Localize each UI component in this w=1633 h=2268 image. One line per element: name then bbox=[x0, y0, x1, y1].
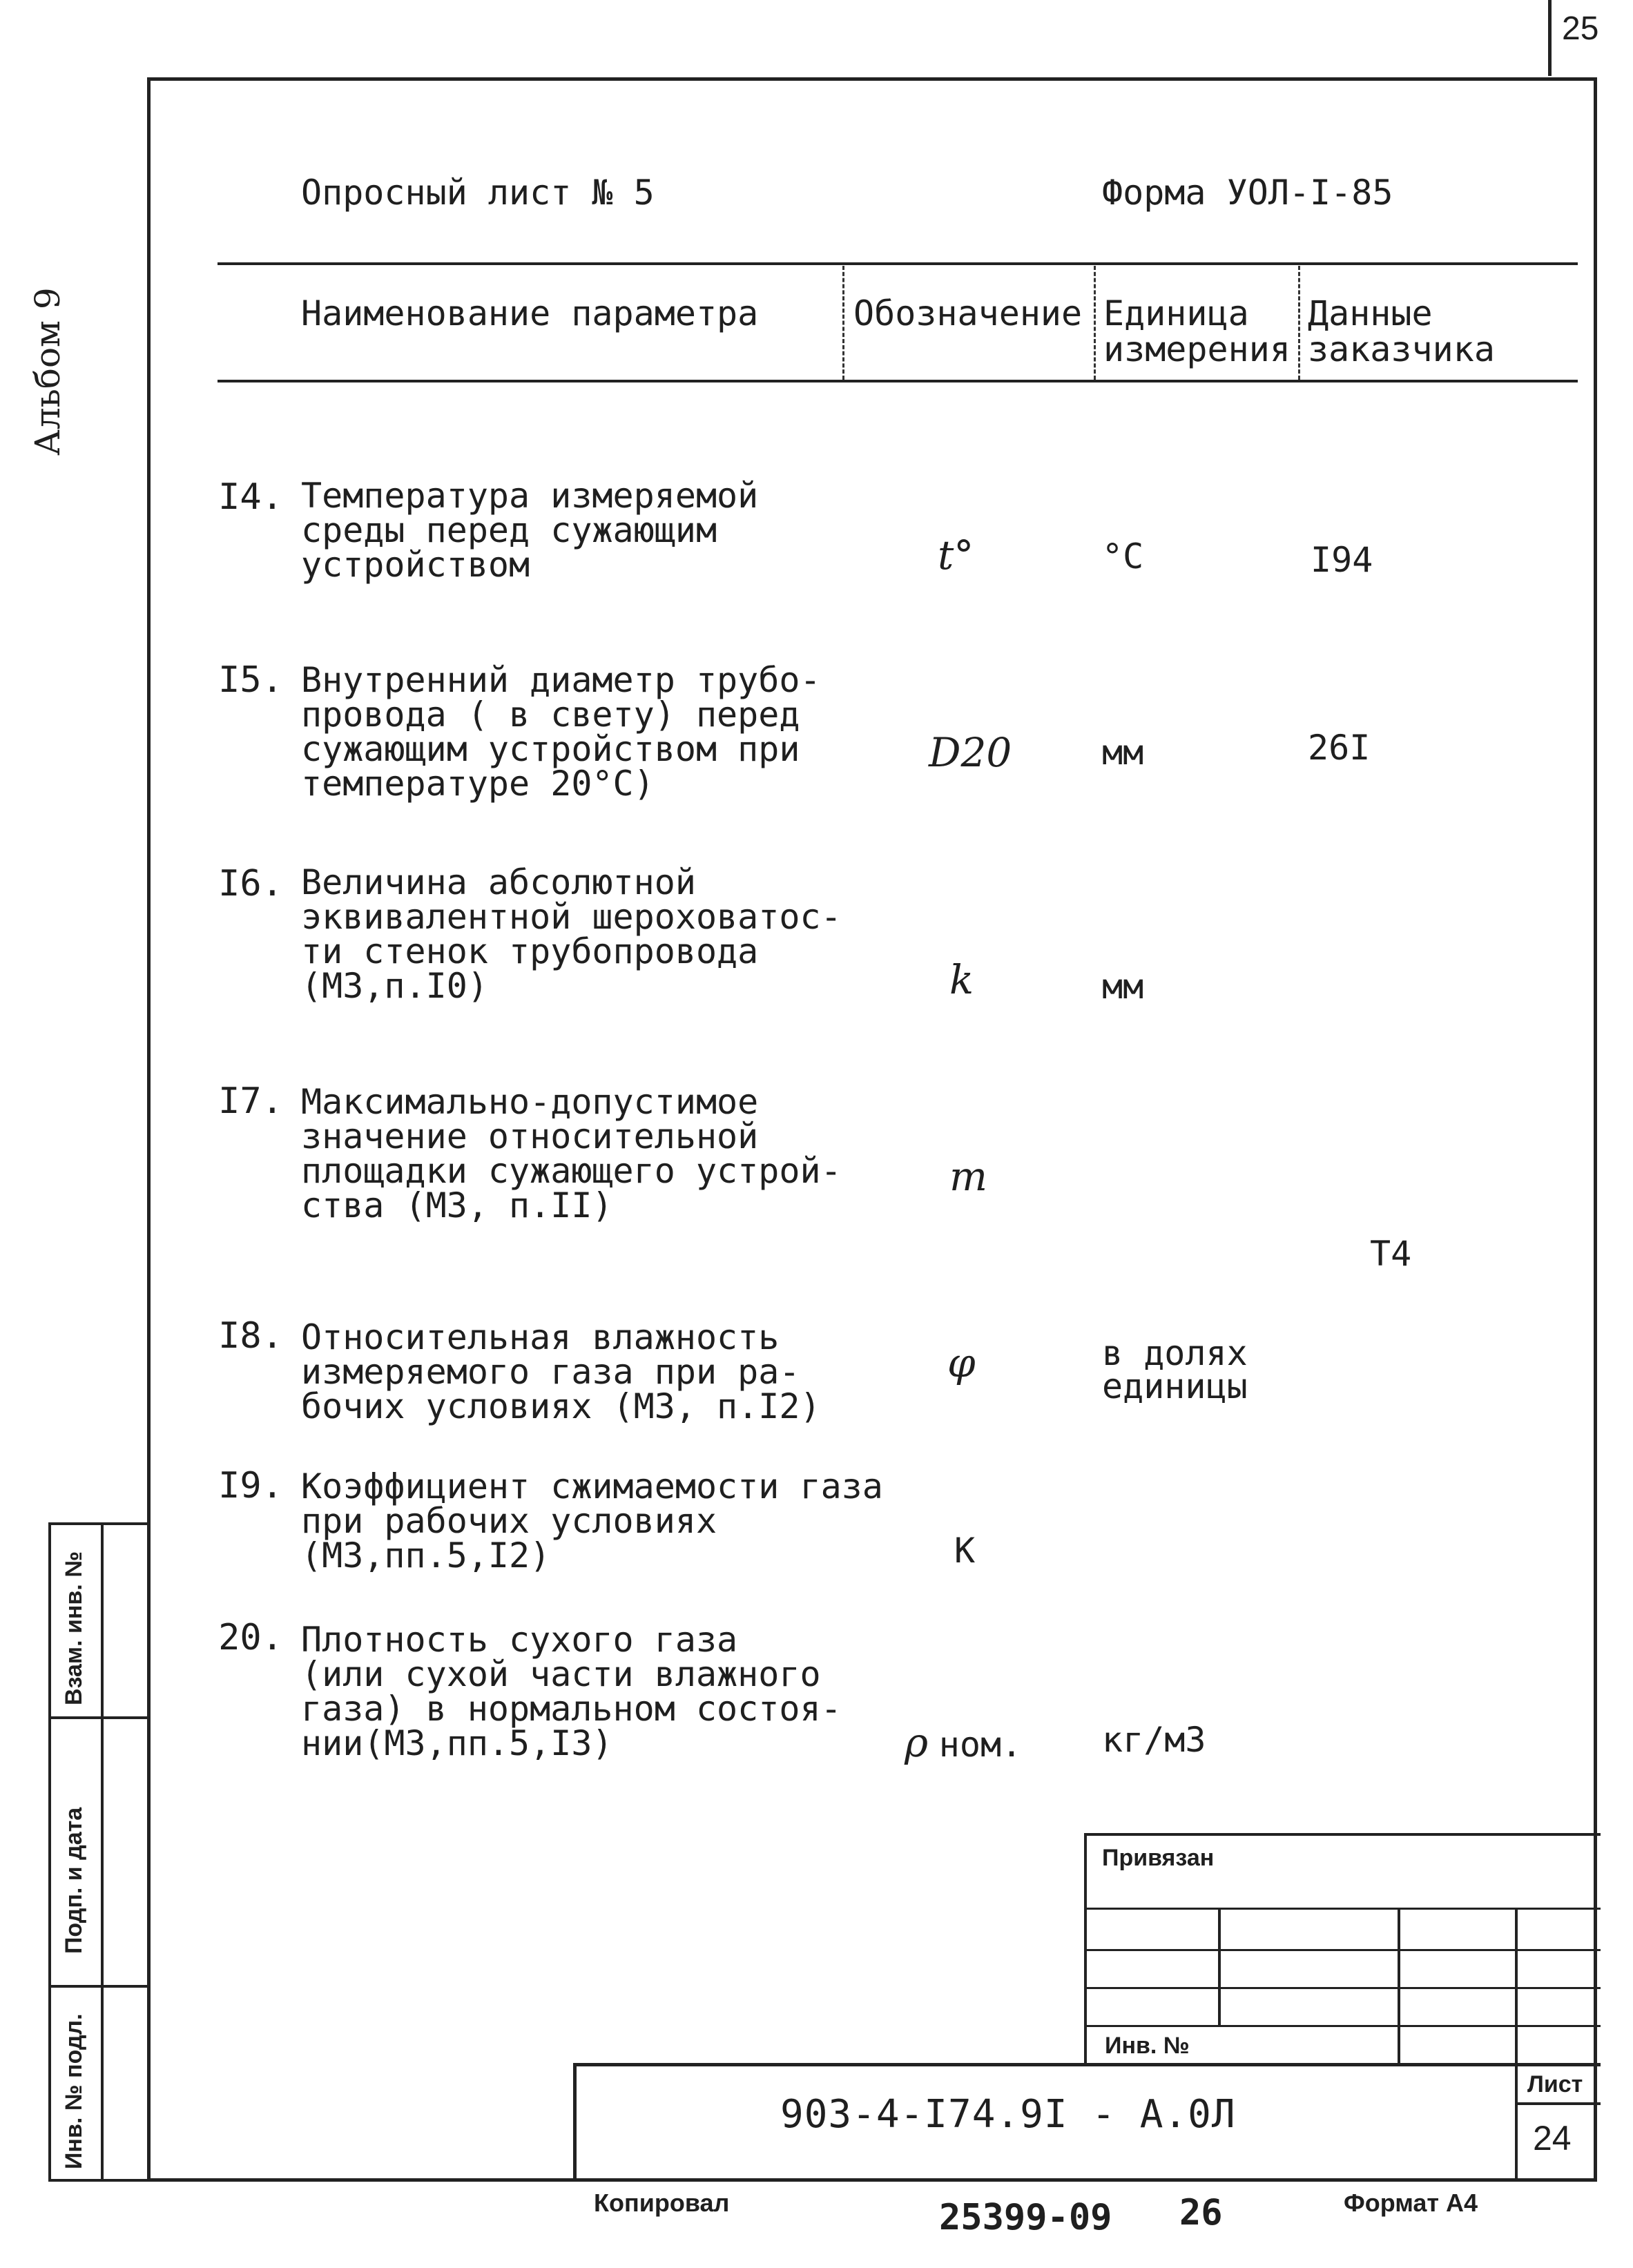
footer-page: 26 bbox=[1179, 2192, 1223, 2233]
title-block-border bbox=[1218, 1908, 1221, 2025]
item-value: 26I bbox=[1308, 728, 1371, 768]
stamp-column-border bbox=[48, 1522, 51, 2182]
item-symbol: K bbox=[954, 1531, 976, 1571]
item-number: I5. bbox=[218, 659, 283, 701]
title-block-rule bbox=[1084, 1949, 1601, 1951]
stamp-label-inv-podl: Инв. № подл. bbox=[61, 2013, 87, 2169]
page-number-divider bbox=[1548, 0, 1552, 76]
stamp-column-rule bbox=[48, 1522, 148, 1525]
item-symbol-suffix: ном. bbox=[938, 1725, 1023, 1765]
column-divider bbox=[1298, 266, 1300, 380]
column-divider bbox=[842, 266, 844, 380]
title-block-border bbox=[573, 2063, 577, 2182]
questionnaire-title: Опросный лист № 5 bbox=[301, 173, 655, 213]
item-number: I6. bbox=[218, 863, 283, 904]
item-number: I4. bbox=[218, 476, 283, 518]
album-label: Альбом 9 bbox=[28, 287, 68, 456]
title-block-rule bbox=[1084, 1833, 1601, 1836]
item-text: Внутренний диаметр трубо- провода ( в свету) перед сужающим устройством при температуре 20°C) bbox=[301, 660, 821, 804]
item-text: Максимально-допустимое значение относительной площадки сужающего устрой- ства (МЗ, п.II) bbox=[301, 1082, 842, 1225]
title-block-rule bbox=[1084, 1987, 1601, 1989]
item-symbol: t° bbox=[938, 532, 974, 579]
document-code: 903-4-I74.9I - А.0Л bbox=[780, 2092, 1236, 2137]
item-unit: мм bbox=[1102, 967, 1144, 1007]
stamp-column-rule bbox=[48, 2179, 148, 2182]
title-block-border bbox=[1515, 1908, 1518, 2182]
item-symbol: ρ bbox=[905, 1719, 929, 1766]
item-value: I94 bbox=[1311, 540, 1373, 580]
table-header-bottom-rule bbox=[218, 380, 1578, 382]
column-header-unit: Единица измерения bbox=[1103, 293, 1291, 369]
item-symbol: m bbox=[949, 1153, 987, 1200]
page-number: 25 bbox=[1562, 10, 1599, 47]
footer-number: 25399-09 bbox=[939, 2197, 1112, 2238]
title-block-rule bbox=[1515, 2102, 1601, 2105]
stamp-column-rule bbox=[48, 1985, 148, 1988]
column-divider bbox=[1094, 266, 1096, 380]
title-block-rule bbox=[573, 2063, 1601, 2066]
item-symbol-group bbox=[905, 1719, 1022, 1766]
item-number: 20. bbox=[218, 1617, 283, 1658]
stamp-label-vzam-inv: Взам. инв. № bbox=[61, 1551, 87, 1705]
item-unit: мм bbox=[1102, 733, 1144, 773]
item-number: I7. bbox=[218, 1080, 283, 1122]
item-symbol: φ bbox=[947, 1339, 976, 1386]
item-text: Величина абсолютной эквивалентной шероховатос- ти стенок трубопровода (МЗ,п.I0) bbox=[301, 862, 842, 1006]
stamp-column-rule bbox=[48, 1716, 148, 1719]
item-text: Коэффициент сжимаемости газа при рабочих условиях (МЗ,пп.5,I2) bbox=[301, 1466, 883, 1576]
item-text: Плотность сухого газа (или сухой части влажного газа) в нормальном состоя- нии(МЗ,пп.5,I3) bbox=[301, 1620, 842, 1763]
item-value: T4 bbox=[1370, 1234, 1412, 1274]
title-block-border bbox=[1398, 1908, 1400, 2064]
item-unit: в долях единицы bbox=[1102, 1333, 1248, 1406]
stamp-label-podp-data: Подп. и дата bbox=[61, 1807, 87, 1954]
item-text: Относительная влажность измеряемого газа при ра- бочих условиях (МЗ, п.I2) bbox=[301, 1317, 821, 1426]
title-block-rule bbox=[1084, 2025, 1601, 2027]
form-code: Форма УОЛ-I-85 bbox=[1102, 173, 1393, 213]
column-header-name: Наименование параметра bbox=[301, 293, 759, 333]
item-unit: кг/мЗ bbox=[1102, 1720, 1206, 1760]
item-number: I8. bbox=[218, 1315, 283, 1357]
table-header-top-rule bbox=[218, 262, 1578, 265]
privyazan-label: Привязан bbox=[1102, 1845, 1215, 1871]
inv-no-label: Инв. № bbox=[1105, 2033, 1190, 2059]
item-number: I9. bbox=[218, 1465, 283, 1506]
sheet-label: Лист bbox=[1527, 2071, 1583, 2097]
item-unit: °C bbox=[1102, 536, 1144, 576]
item-symbol: k bbox=[949, 956, 974, 1003]
item-text: Температура измеряемой среды перед сужающим устройством bbox=[301, 476, 759, 585]
item-symbol: D20 bbox=[929, 729, 1012, 776]
copied-by-label: Копировал bbox=[594, 2189, 730, 2217]
stamp-column-border bbox=[101, 1522, 104, 2182]
sheet-number: 24 bbox=[1533, 2119, 1572, 2158]
title-block-rule bbox=[1084, 1908, 1601, 1910]
column-header-symbol: Обозначение bbox=[853, 293, 1083, 333]
format-label: Формат А4 bbox=[1344, 2189, 1478, 2217]
column-header-data: Данные заказчика bbox=[1308, 293, 1495, 369]
